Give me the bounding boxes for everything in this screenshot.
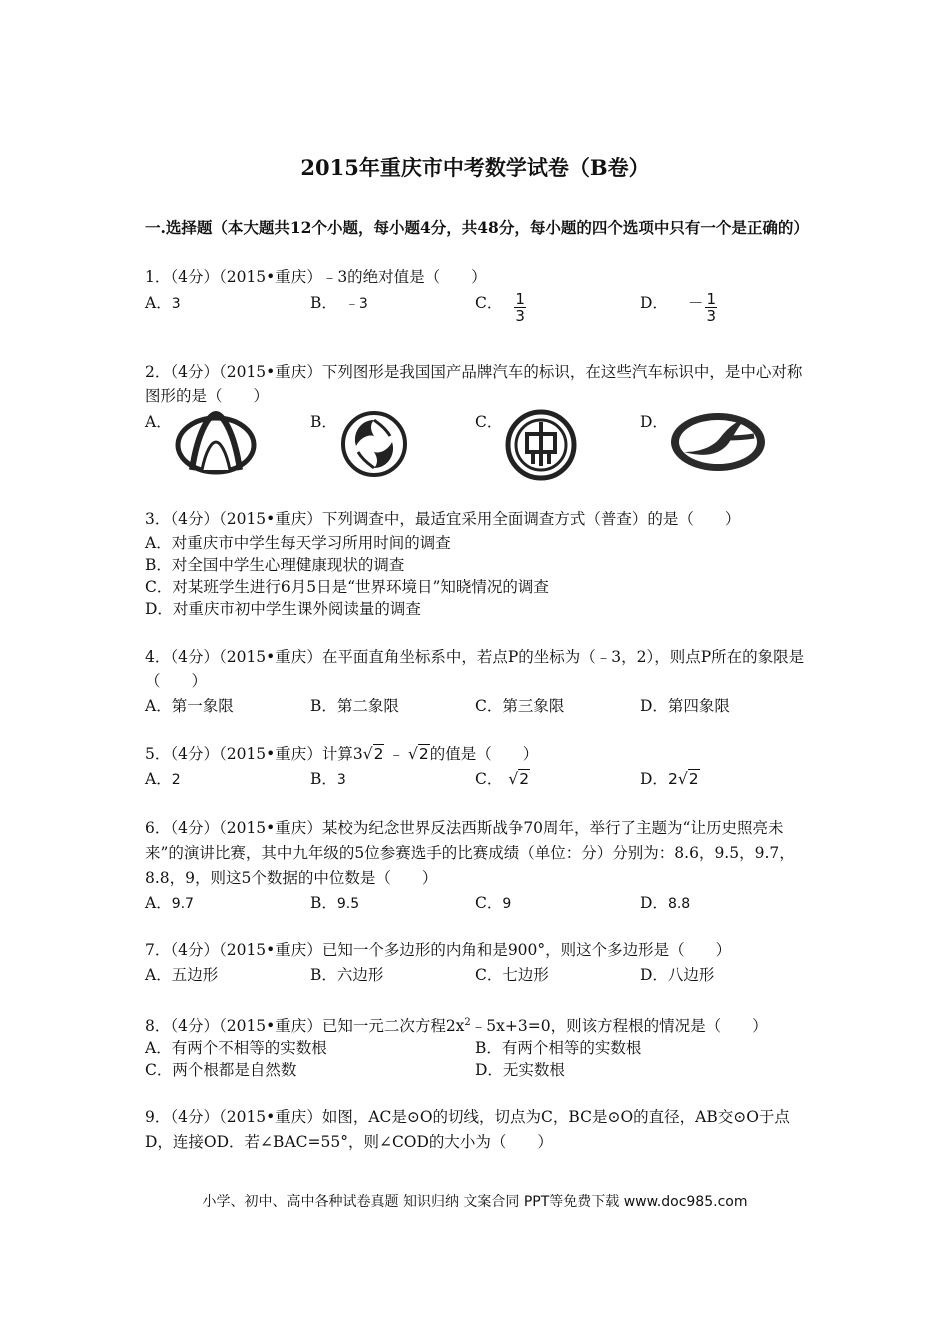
q1-option-a[interactable]: A．3 [145,294,181,312]
question-7-options [145,963,815,1003]
q6-option-d[interactable]: D．8.8 [640,894,691,912]
q4-option-b[interactable]: B．第二象限 [310,697,399,715]
question-3-stem: 3．（4分）（2015•重庆）下列调查中，最适宜采用全面调查方式（普查）的是（ ） [145,510,741,528]
q8-option-c[interactable]: C．两个根都是自然数 [145,1061,297,1079]
question-9-stem: 9．（4分）（2015•重庆）如图，AC是⊙O的切线，切点为C，BC是⊙O的直径，AB交⊙O于点D，连接OD．若∠BAC=55°，则∠COD的大小为（ ） [145,1108,790,1151]
q2-option-a-label[interactable]: A． [145,413,172,431]
question-6-stem: 6．（4分）（2015•重庆）某校为纪念世界反法西斯战争70周年，举行了主题为“让历史照亮未来”的演讲比赛，其中九年级的5位参赛选手的比赛成绩（单位：分）分别为：8.6，9.5，9.7，8.8，9，则这5个数据的中位数是（ ） [145,819,795,887]
q1-option-d[interactable]: D． － $\frac{1}{3}$ [640,290,716,325]
car-logo-d-icon [668,408,768,474]
q3-option-c[interactable]: C．对某班学生进行6月5日是“世界环境日”知晓情况的调查 [145,578,549,596]
q4-option-a[interactable]: A．第一象限 [145,697,234,715]
page-title: 2015年重庆市中考数学试卷（B卷） [300,155,650,180]
q2-option-b-label[interactable]: B． [310,413,337,431]
section-heading: 一.选择题（本大题共12个小题，每小题4分，共48分，每小题的四个选项中只有一个是正确的） [145,218,809,237]
q1-option-b[interactable]: B． ﹣3 [310,294,368,312]
question-2-stem: 2．（4分）（2015•重庆）下列图形是我国国产品牌汽车的标识，在这些汽车标识中，是中心对称图形的是（ ） [145,363,803,405]
question-4-stem: 4．（4分）（2015•重庆）在平面直角坐标系中，若点P的坐标为（﹣3，2），则点P所在的象限是（ ） [145,648,805,690]
sqrt-symbol: √ [362,745,373,763]
q5-option-d[interactable]: D．2√2 [640,770,699,788]
sqrt-symbol: √ [407,745,418,763]
q3-option-d[interactable]: D．对重庆市初中学生课外阅读量的调查 [145,600,421,618]
q7-option-c[interactable]: C．七边形 [475,966,549,984]
sqrt-symbol: √ [508,770,519,788]
q6-option-b[interactable]: B．9.5 [310,894,360,912]
question-8-stem: 8．（4分）（2015•重庆）已知一元二次方程$2x^2﹣5x+3=0$，则该方程根的情况是（ ） [145,1017,768,1036]
question-1-options [145,291,815,331]
q8-option-d[interactable]: D．无实数根 [475,1061,565,1079]
q7-option-b[interactable]: B．六边形 [310,966,384,984]
q2-option-c-label[interactable]: C． [475,413,503,431]
question-5-stem: 5．（4分）（2015•重庆）计算3√2 ﹣ √2的值是（ ） [145,742,815,766]
q8-option-a[interactable]: A．有两个不相等的实数根 [145,1039,327,1057]
q7-option-a[interactable]: A．五边形 [145,966,219,984]
q8-option-b[interactable]: B．有两个相等的实数根 [475,1039,642,1057]
q1-option-c[interactable]: C． $\frac{1}{3}$ [475,290,525,325]
q2-option-d-label[interactable]: D． [640,413,668,431]
question-8-options-row-2 [145,1058,815,1098]
question-4-options [145,694,815,734]
question-7-stem: 7．（4分）（2015•重庆）已知一个多边形的内角和是900°，则这个多边形是（ ） [145,941,732,959]
fraction-one-third: $\frac{1}{3}$ [515,290,525,325]
fraction-negative-one-third: $\frac{1}{3}$ [706,290,716,325]
q3-option-b[interactable]: B．对全国中学生心理健康现状的调查 [145,556,405,574]
q3-option-a[interactable]: A．对重庆市中学生每天学习所用时间的调查 [145,534,451,552]
car-logo-c-icon [504,408,578,482]
question-6-options [145,891,815,931]
car-logo-b-icon [338,408,410,480]
question-1-stem: 1．（4分）（2015•重庆）﹣3的绝对值是（ ） [145,268,487,286]
sqrt-symbol: √ [677,770,688,788]
q5-option-b[interactable]: B．3 [310,770,346,788]
q4-option-c[interactable]: C．第三象限 [475,697,565,715]
q5-option-c[interactable]: C． √2 [475,770,530,788]
question-5-options [145,767,815,807]
car-logo-a-icon [172,408,260,478]
q6-option-a[interactable]: A．9.7 [145,894,194,912]
q7-option-d[interactable]: D．八边形 [640,966,715,984]
q4-option-d[interactable]: D．第四象限 [640,697,730,715]
q5-option-a[interactable]: A．2 [145,770,181,788]
q6-option-c[interactable]: C．9 [475,894,512,912]
footer-text[interactable]: 小学、初中、高中各种试卷真题 知识归纳 文案合同 PPT等免费下载 www.doc985.com [202,1194,748,1210]
